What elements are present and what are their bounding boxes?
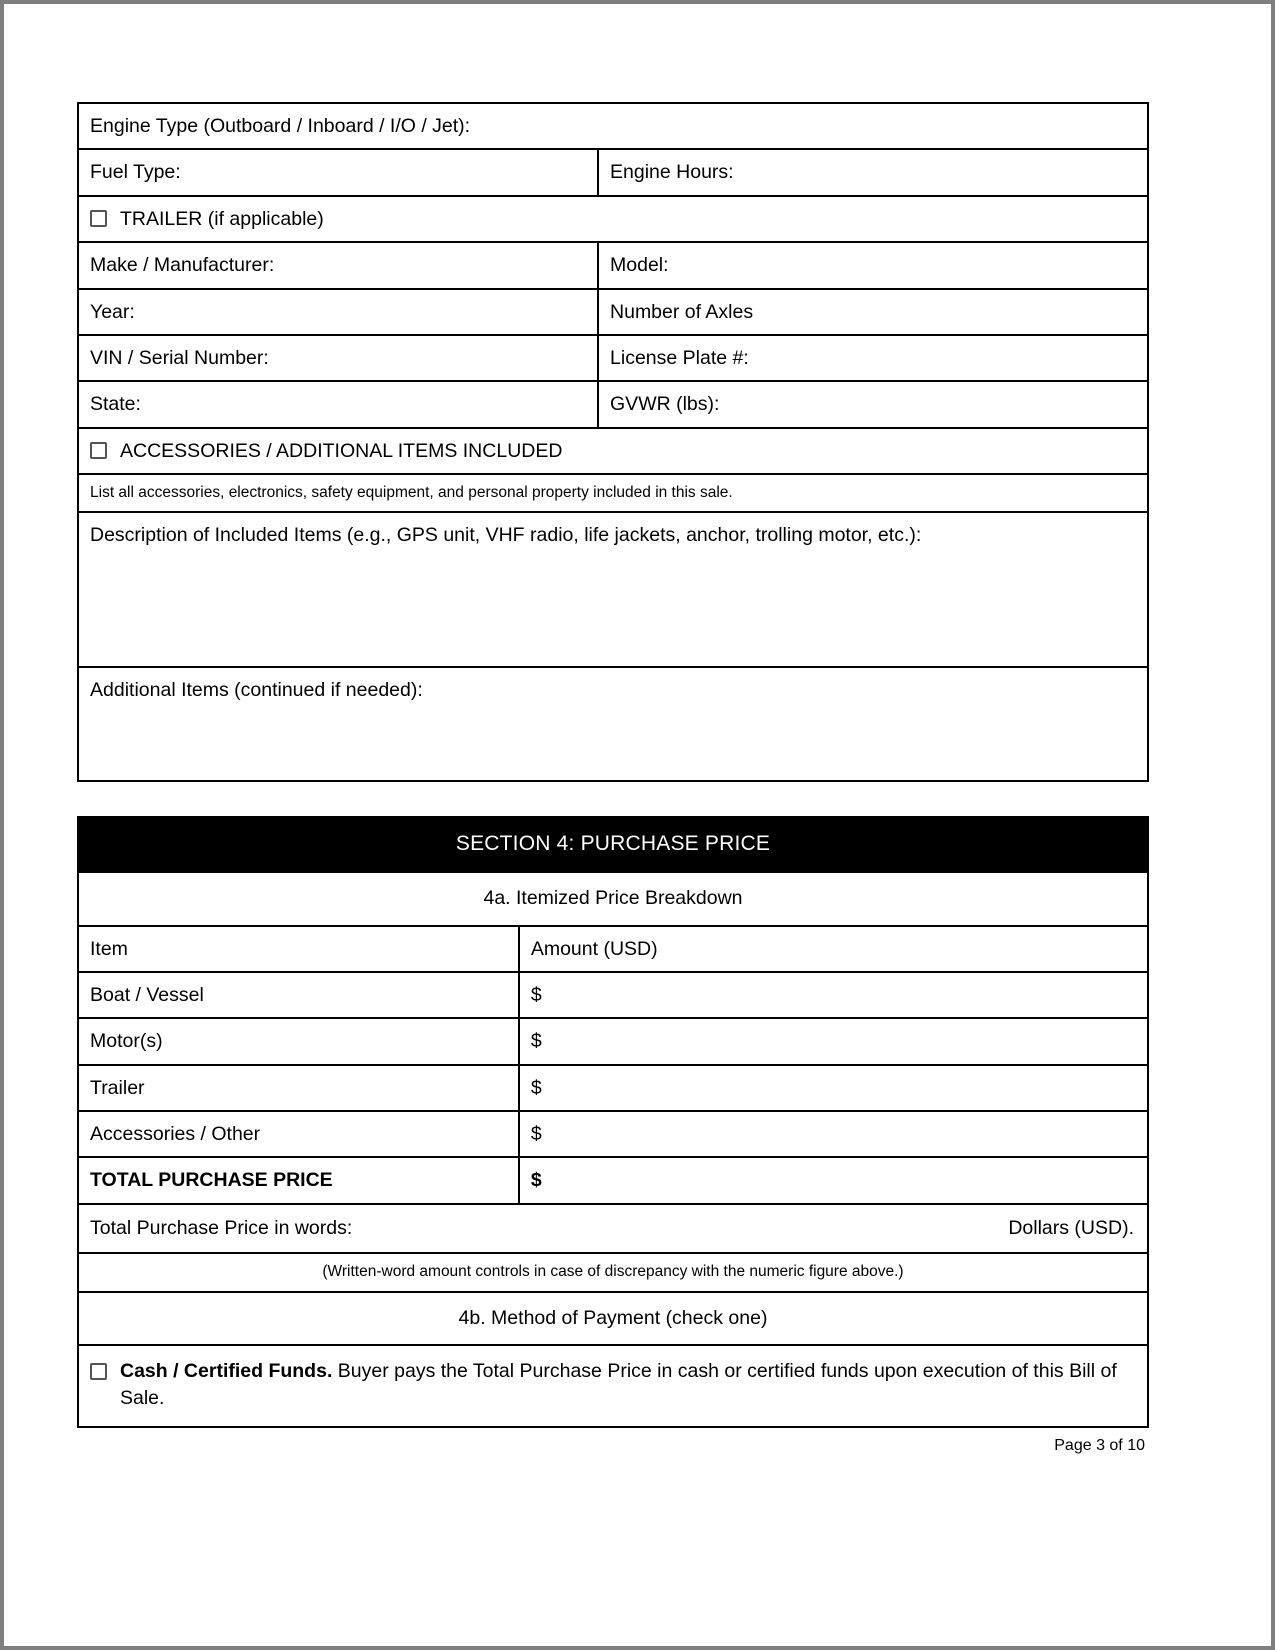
trailer-gvwr-label: GVWR (lbs): — [610, 393, 720, 416]
trailer-year-label: Year: — [90, 300, 135, 323]
price-row-item-motors — [78, 1018, 519, 1064]
price-in-words-content — [79, 1205, 1147, 1252]
subsection-4b-row — [78, 1292, 1148, 1345]
price-item-label: Boat / Vessel — [90, 983, 204, 1006]
table-row — [78, 381, 1148, 427]
payment-option-description: Buyer pays the Total Purchase Price in cash or certified funds upon execution of this Bill of Sale. — [120, 1359, 1117, 1409]
total-price-value: $ — [530, 1169, 542, 1192]
price-row-amount-trailer[interactable] — [519, 1065, 1148, 1111]
trailer-license-plate-label: License Plate #: — [610, 346, 749, 369]
table-row — [78, 242, 1148, 288]
additional-items-label: Additional Items (continued if needed): — [90, 678, 423, 701]
trailer-section-header-cell — [78, 196, 1148, 242]
subsection-4b-title: 4b. Method of Payment (check one) — [458, 1306, 768, 1329]
trailer-vin-label: VIN / Serial Number: — [90, 346, 269, 369]
price-in-words-note-row — [78, 1253, 1148, 1291]
trailer-make-cell[interactable] — [78, 242, 598, 288]
total-price-amount-cell[interactable] — [519, 1157, 1148, 1203]
payment-option-content — [79, 1346, 1147, 1426]
trailer-axles-label: Number of Axles — [610, 300, 754, 323]
table-row — [78, 667, 1148, 781]
accessories-instruction: List all accessories, electronics, safety equipment, and personal property included in this sale. — [90, 484, 733, 501]
price-in-words-row — [78, 1204, 1148, 1253]
checkbox-icon[interactable] — [90, 210, 107, 227]
additional-items-cell[interactable] — [78, 667, 1148, 781]
total-purchase-price-row — [78, 1157, 1148, 1203]
section-4-band-cell — [78, 817, 1148, 872]
table-row — [78, 103, 1148, 149]
accessories-section-header-cell — [78, 428, 1148, 474]
price-row-amount-boat[interactable] — [519, 972, 1148, 1018]
price-amount-value: $ — [530, 1030, 542, 1053]
subsection-4a-title: 4a. Itemized Price Breakdown — [483, 887, 743, 910]
engine-hours-cell[interactable] — [598, 149, 1148, 195]
price-row-item-trailer — [78, 1065, 519, 1111]
payment-option-cash-cell[interactable] — [78, 1345, 1148, 1427]
accessories-instruction-cell — [78, 474, 1148, 512]
table-row — [78, 512, 1148, 666]
column-header-amount-cell — [519, 926, 1148, 972]
table-row — [78, 1111, 1148, 1157]
trailer-state-cell[interactable] — [78, 381, 598, 427]
payment-option-text — [120, 1358, 1135, 1412]
included-items-description-label: Description of Included Items (e.g., GPS unit, VHF radio, life jackets, anchor, trolling motor, etc.): — [90, 524, 922, 547]
price-in-words-label: Total Purchase Price in words: — [90, 1216, 353, 1239]
subsection-4a-cell — [78, 872, 1148, 925]
price-in-words-suffix: Dollars (USD). — [1008, 1216, 1134, 1239]
table-row — [78, 149, 1148, 195]
price-row-item-accessories — [78, 1111, 519, 1157]
section-spacer — [77, 782, 1149, 816]
trailer-header-content — [79, 197, 1147, 241]
engine-hours-label: Engine Hours: — [610, 161, 734, 184]
trailer-model-cell[interactable] — [598, 242, 1148, 288]
price-in-words-cell[interactable] — [78, 1204, 1148, 1253]
accessories-header-content — [79, 429, 1147, 473]
payment-option-cash-row — [78, 1345, 1148, 1427]
trailer-make-label: Make / Manufacturer: — [90, 254, 275, 277]
accessories-heading: ACCESSORIES / ADDITIONAL ITEMS INCLUDED — [120, 439, 563, 462]
engine-type-cell[interactable] — [78, 103, 1148, 149]
trailer-state-label: State: — [90, 393, 141, 416]
subsection-4b-cell — [78, 1292, 1148, 1345]
price-in-words-note: (Written-word amount controls in case of discrepancy with the numeric figure above.) — [322, 1263, 904, 1281]
column-header-item: Item — [90, 937, 128, 960]
price-row-amount-accessories[interactable] — [519, 1111, 1148, 1157]
total-price-label: TOTAL PURCHASE PRICE — [90, 1169, 333, 1192]
table-row — [78, 1018, 1148, 1064]
included-items-description-cell[interactable] — [78, 512, 1148, 666]
checkbox-icon[interactable] — [90, 442, 107, 459]
price-amount-value: $ — [530, 1123, 542, 1145]
page-content — [77, 102, 1149, 1455]
column-header-amount: Amount (USD) — [530, 937, 658, 960]
table-row — [78, 289, 1148, 335]
section-4-band-row — [78, 817, 1148, 872]
fuel-type-cell[interactable] — [78, 149, 598, 195]
price-amount-value: $ — [530, 1076, 542, 1099]
price-item-label: Motor(s) — [90, 1030, 163, 1053]
table-row — [78, 972, 1148, 1018]
section-4-title: SECTION 4: PURCHASE PRICE — [79, 818, 1147, 871]
engine-type-label: Engine Type (Outboard / Inboard / I/O / Jet): — [90, 115, 471, 137]
table-row — [78, 335, 1148, 381]
trailer-year-cell[interactable] — [78, 289, 598, 335]
price-item-label: Accessories / Other — [90, 1123, 261, 1145]
accessories-instruction-row — [78, 474, 1148, 512]
trailer-license-plate-cell[interactable] — [598, 335, 1148, 381]
column-header-item-cell — [78, 926, 519, 972]
trailer-gvwr-cell[interactable] — [598, 381, 1148, 427]
price-in-words-note-cell — [78, 1253, 1148, 1291]
trailer-axles-cell[interactable] — [598, 289, 1148, 335]
trailer-model-label: Model: — [610, 254, 669, 277]
price-row-amount-motors[interactable] — [519, 1018, 1148, 1064]
payment-option-label: Cash / Certified Funds. — [120, 1359, 333, 1382]
fuel-type-label: Fuel Type: — [90, 161, 181, 184]
trailer-heading: TRAILER (if applicable) — [120, 207, 324, 230]
price-table-header-row — [78, 926, 1148, 972]
purchase-price-table — [77, 816, 1149, 1428]
checkbox-icon[interactable] — [90, 1363, 107, 1380]
subsection-4a-row — [78, 872, 1148, 925]
vessel-trailer-accessories-table — [77, 102, 1149, 782]
price-row-item-boat — [78, 972, 519, 1018]
table-row — [78, 1065, 1148, 1111]
total-price-item-cell — [78, 1157, 519, 1203]
page-footer: Page 3 of 10 — [1054, 1436, 1145, 1454]
accessories-section-header-row — [78, 428, 1148, 474]
price-item-label: Trailer — [90, 1076, 145, 1099]
trailer-section-header-row — [78, 196, 1148, 242]
trailer-vin-cell[interactable] — [78, 335, 598, 381]
price-amount-value: $ — [530, 983, 542, 1006]
